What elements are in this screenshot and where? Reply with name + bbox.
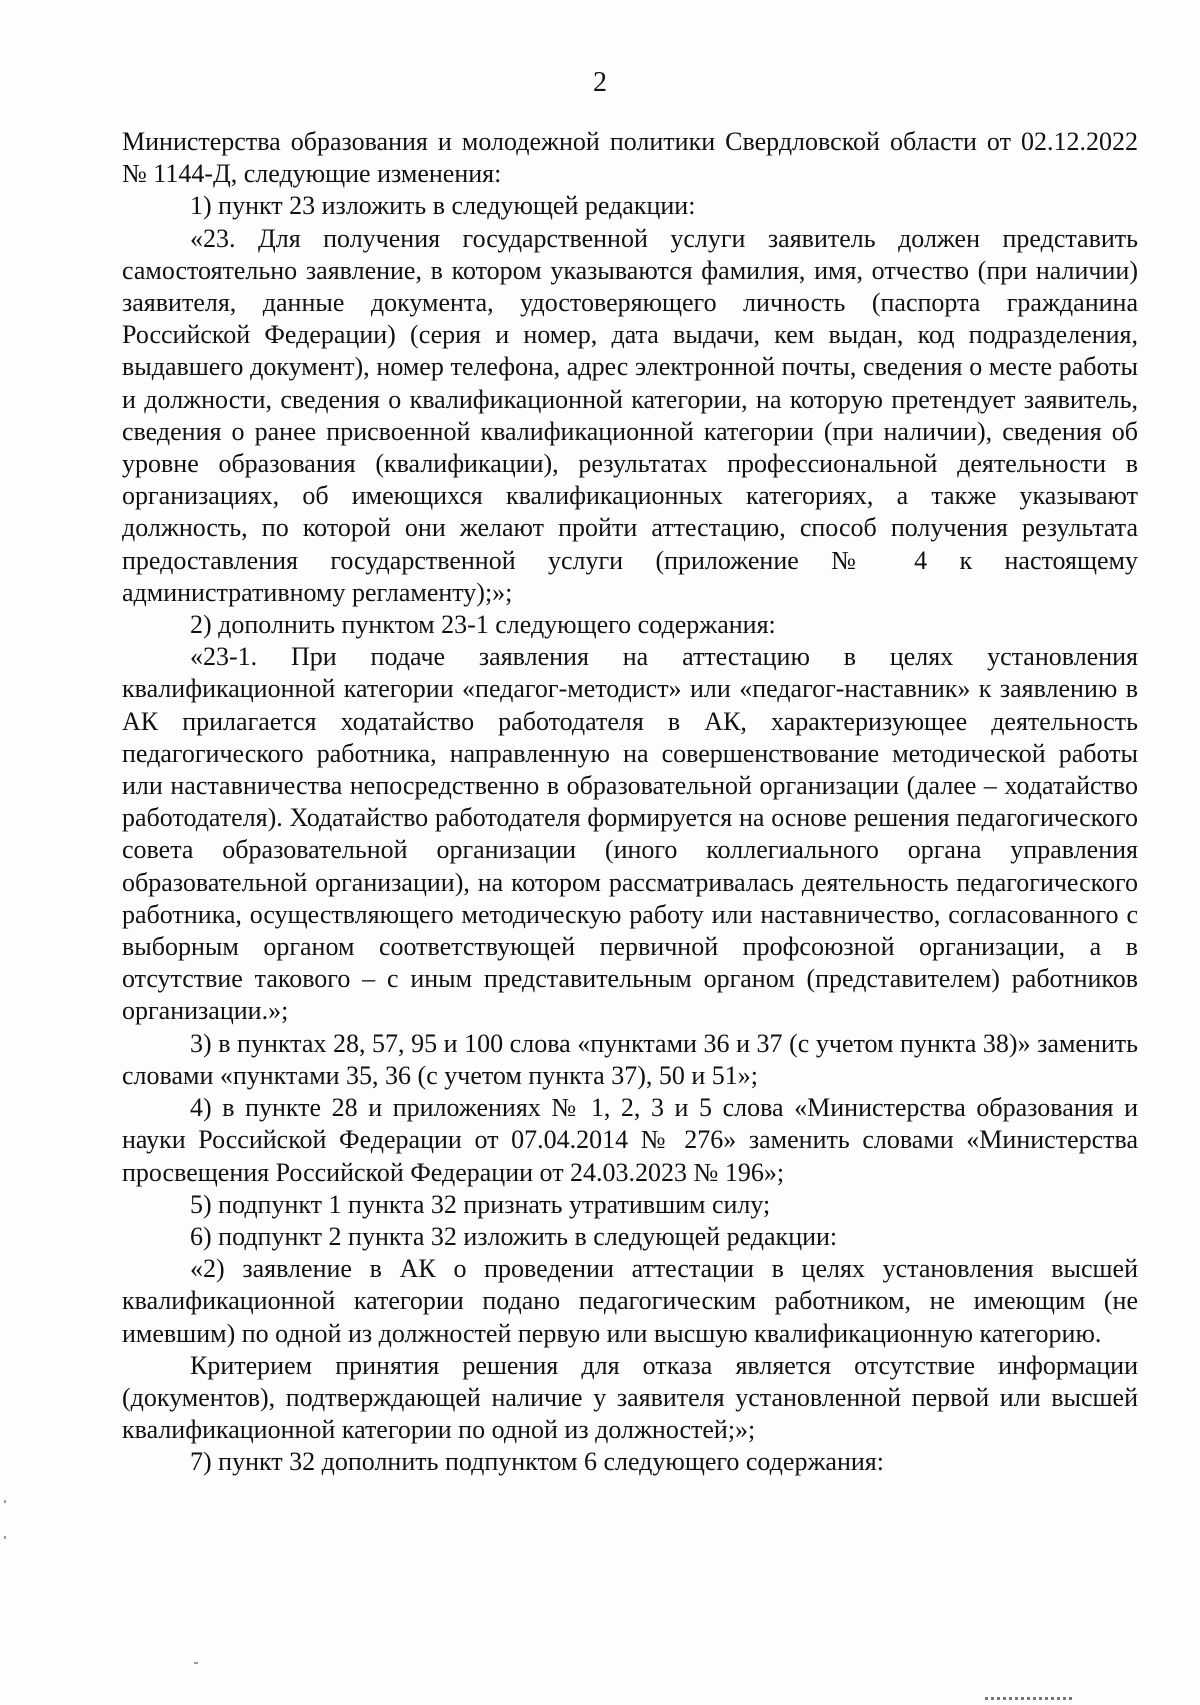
- scan-speck: [194, 1662, 198, 1664]
- document-body: [122, 126, 1138, 1479]
- page-number: 2: [593, 67, 607, 98]
- scan-speck: [4, 1536, 6, 1539]
- paragraph-item-4: 4) в пункте 28 и приложениях № 1, 2, 3 и 5 слова «Министерства образования и науки Российской Федерации от 07.04.2014 № 276» заменить словами «Министерства просвещения Российской Федерации от 24.03.2023 № 196»;: [122, 1093, 1138, 1187]
- paragraph-subpoint-2: «2) заявление в АК о проведении аттестации в целях установления высшей квалификационной категории подано педагогическим работником, не имеющим (не имевшим) по одной из должностей первую или высшую квалификационную категорию.: [122, 1254, 1138, 1348]
- paragraph-item-6: 6) подпункт 2 пункта 32 изложить в следующей редакции:: [190, 1221, 838, 1251]
- paragraph-criterion: Критерием принятия решения для отказа является отсутствие информации (документов), подтверждающей наличие у заявителя установленной первой или высшей квалификационной категории по одной из должностей;»;: [122, 1350, 1138, 1445]
- paragraph-point-23: «23. Для получения государственной услуги заявитель должен представить самостоятельно заявление, в котором указываются фамилия, имя, отчество (при наличии) заявителя, данные документа, удостоверяющего личность (паспорта гражданина Российской Федерации) (серия и номер, дата выдачи, кем выдан, код подразделения, выдавшего документ), номер телефона, адрес электронной почты, сведения о месте работы и должности, сведения о квалификационной категории, на которую претендует заявитель, сведения о ранее присвоенной квалификационной категории (при наличии), сведения об уровне образования (квалификации), результатах профессиональной деятельности в организациях, об имеющихся квалификационных категориях, а также указывают должность, по которой они желают пройти аттестацию, способ получения результата предоставления государственной услуги (приложение № 4 к настоящему административному регламенту);»;: [122, 223, 1138, 607]
- scan-speck: [4, 1500, 6, 1503]
- paragraph-intro: Министерства образования и молодежной политики Свердловской области от 02.12.2022 № 1144-Д, следующие изменения:: [122, 127, 1138, 189]
- paragraph-item-2: 2) дополнить пунктом 23-1 следующего содержания:: [190, 610, 776, 640]
- paragraph-item-3: 3) в пунктах 28, 57, 95 и 100 слова «пунктами 36 и 37 (с учетом пункта 38)» заменить словами «пунктами 35, 36 (с учетом пункта 37), 50 и 51»;: [122, 1028, 1138, 1090]
- scan-edge-mark: [985, 1697, 1075, 1700]
- paragraph-item-5: 5) подпункт 1 пункта 32 признать утратившим силу;: [190, 1189, 771, 1219]
- paragraph-item-1: 1) пункт 23 изложить в следующей редакции:: [190, 191, 696, 221]
- paragraph-item-7: 7) пункт 32 дополнить подпунктом 6 следующего содержания:: [190, 1447, 884, 1477]
- paragraph-point-23-1: «23-1. При подаче заявления на аттестацию в целях установления квалификационной категории «педагог-методист» или «педагог-наставник» к заявлению в АК прилагается ходатайство работодателя в АК, характеризующее деятельность педагогического работника, направленную на совершенствование методической работы или наставничества непосредственно в образовательной организации (далее – ходатайство работодателя). Ходатайство работодателя формируется на основе решения педагогического совета образовательной организации (иного коллегиального органа управления образовательной организации), на котором рассматривалась деятельность педагогического работника, осуществляющего методическую работу или наставничество, согласованного с выборным органом соответствующей первичной профсоюзной организации, а в отсутствие такового – с иным представительным органом (представителем) работников организации.»;: [122, 642, 1138, 1026]
